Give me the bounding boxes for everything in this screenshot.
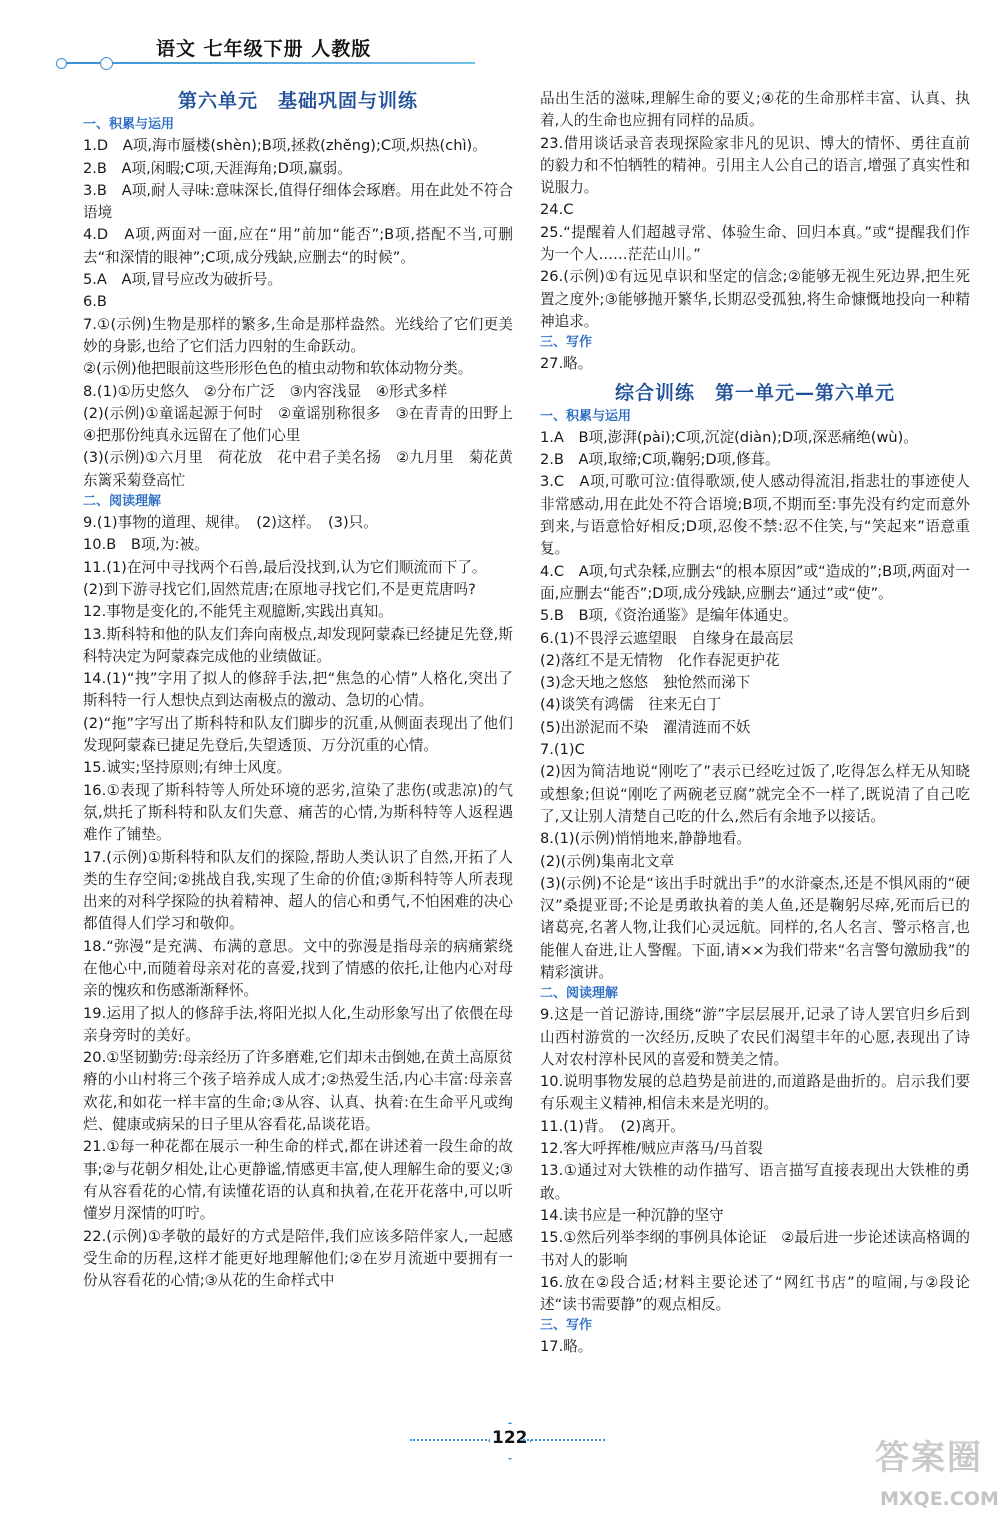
answer-item: 12.事物是变化的,不能凭主观臆断,实践出真知。 — [83, 603, 393, 621]
answer-item: 3.B A项,耐人寻味:意味深长,值得仔细体会琢磨。用在此处不符合语境 — [83, 181, 513, 222]
answer-item: 8.(1)(示例)悄悄地来,静静地看。 — [540, 830, 752, 848]
answer-item: 5.A A项,冒号应改为破折号。 — [83, 271, 283, 289]
page-number: 122 — [492, 1428, 528, 1448]
answer-item: 16.放在②段合适;材料主要论述了“网红书店”的喧闹,与②段论述“读书需要静”的观点相反。 — [540, 1273, 970, 1314]
right-column — [540, 88, 970, 1359]
answer-item: 9.(1)事物的道理、规律。 (2)这样。 (3)只。 — [83, 514, 378, 532]
book-title: 语文 七年级下册 人教版 — [156, 38, 372, 60]
answer-item: 14.读书应是一种沉静的坚守 — [540, 1206, 724, 1224]
answer-item: (3)(示例)不论是“该出手时就出手”的水浒豪杰,还是不惧风雨的“硬汉”桑提亚哥;不论是勇敢执着的美人鱼,还是鞠躬尽瘁,死而后已的诸葛亮,名著人物,让我们心灵远航。同样的,名人名言、警示格言,也能催人奋进,让人警醒。下面,请××为我们带来“名言警句激励我”的精彩演讲。 — [540, 874, 970, 981]
left-column — [83, 88, 528, 1292]
answer-item: 20.①坚韧勤劳:母亲经历了许多磨难,它们却未击倒她,在黄土高原贫瘠的小山村将三个孩子培养成人成才;②热爱生活,内心丰富:母亲喜欢花,和如花一样丰富的生命;③从容、认真、执着:在生命平凡或绚烂、健康或病呆的日子里从容看花,品谈花语。 — [83, 1049, 513, 1134]
answer-item: 7.①(示例)生物是那样的繁多,生命是那样盎然。光线给了它们更美妙的身影,也给了它们活力四射的生命跃动。 — [83, 315, 513, 355]
answer-item: (2)(示例)①童谣起源于何时 ②童谣别称很多 ③在青青的田野上 ④把那份纯真永远留在了他们心里 — [83, 404, 528, 445]
watermark-url: MXQE.COM — [880, 1488, 999, 1510]
answer-item: 11.(1)在河中寻找两个石兽,最后没找到,认为它们顺流而下了。 — [83, 558, 487, 576]
answer-item: 3.C A项,可歌可泣:值得歌颂,使人感动得流泪,指悲壮的事迹使人非常感动,用在此处不符合语境;B项,不期而至:事先没有约定而意外到来,与语意恰好相反;D项,忍俊不禁:忍不住笑,与“笑起来”语意重复。 — [540, 473, 970, 558]
answer-item: 23.借用谈话录音表现探险家非凡的见识、博大的情怀、勇往直前的毅力和不怕牺牲的精神。引用主人公自己的语言,增强了真实性和说服力。 — [540, 134, 970, 197]
answer-item: (3)(示例)①六月里 荷花放 花中君子美名扬 ②九月里 菊花黄 东篱采菊登高忙 — [83, 449, 528, 489]
answer-list-accumulation — [83, 135, 528, 492]
subheading-accumulation: 一、积累与运用 — [83, 117, 175, 133]
answer-item: 1.A B项,澎湃(pài);C项,沉淀(diàn);D项,深恶痛绝(wù)。 — [540, 428, 918, 446]
answer-item: 8.(1)①历史悠久 ②分布广泛 ③内容浅显 ④形式多样 — [83, 382, 448, 400]
answer-list-reading — [83, 512, 513, 1292]
answer-item: 1.D A项,海市蜃楼(shèn);B项,拯救(zhěng);C项,炽热(chì)。 — [83, 137, 487, 155]
watermark-logo: 答案圈 — [875, 1438, 983, 1478]
footer-dotted-rule — [410, 1439, 495, 1441]
answer-item: 6.B — [83, 293, 107, 311]
answer-item: 25.“提醒着人们超越寻常、体验生命、回归本真。”或“提醒我们作为一个人……茫茫山川。” — [540, 223, 970, 264]
answer-item: 24.C — [540, 201, 574, 219]
answer-item: 16.①表现了斯科特等人所处环境的恶劣,渲染了悲伤(或悲凉)的气氛,烘托了斯科特和队友们失意、痛苦的心情,为斯科特等人返程遇难作了铺垫。 — [83, 781, 513, 844]
answer-item: (5)出淤泥而不染 濯清涟而不妖 — [540, 718, 751, 736]
answer-item: 13.①通过对大铁椎的动作描写、语言描写直接表现出大铁椎的勇敢。 — [540, 1162, 970, 1202]
answer-item: 10.B B项,为:被。 — [83, 536, 209, 554]
subheading-reading: 二、阅读理解 — [540, 986, 619, 1002]
answer-item: 4.C A项,句式杂糅,应删去“的根本原因”或“造成的”;B项,两面对一面,应删去“能否”;D项,成分残缺,应删去“通过”或“使”。 — [540, 562, 970, 602]
answer-item: (2)到下游寻找它们,固然荒唐;在原地寻找它们,不是更荒唐吗? — [83, 580, 476, 598]
subheading-accumulation: 一、积累与运用 — [540, 408, 632, 424]
answer-item: 18.“弥漫”是充满、布满的意思。文中的弥漫是指母亲的病痛萦绕在他心中,而随着母亲对花的喜爱,找到了情感的依托,让他内心对母亲的愧疚和伤感渐渐释怀。 — [83, 937, 513, 1000]
answer-item: 19.运用了拟人的修辞手法,将阳光拟人化,生动形象写出了依偎在母亲身旁时的美好。 — [83, 1004, 513, 1044]
answer-item: (2)落红不是无情物 化作春泥更护花 — [540, 651, 780, 669]
footer-dotted-rule — [520, 1439, 605, 1441]
answer-item: 10.说明事物发展的总趋势是前进的,而道路是曲折的。启示我们要有乐观主义精神,相信未来是光明的。 — [540, 1073, 970, 1113]
subheading-writing: 三、写作 — [540, 1318, 593, 1334]
answer-item: (4)谈笑有鸿儒 往来无白丁 — [540, 696, 722, 714]
answer-item: 15.①然后列举李纲的事例具体论证 ②最后进一步论述读高格调的书对人的影响 — [540, 1229, 970, 1269]
answer-item: 13.斯科特和他的队友们奔向南极点,却发现阿蒙森已经捷足先登,斯科特决定为阿蒙森完成他的业绩做证。 — [83, 625, 513, 665]
answer-item: 2.B A项,闲暇;C项,天涯海角;D项,赢弱。 — [83, 159, 352, 177]
header-ornament-dot — [56, 58, 67, 69]
answer-item: (2)“拖”字写出了斯科特和队友们脚步的沉重,从侧面表现出了他们发现阿蒙森已捷足先登后,失望透顶、万分沉重的心情。 — [83, 714, 513, 755]
answer-item: 5.B B项,《资治通鉴》是编年体通史。 — [540, 607, 798, 625]
header-rule — [60, 62, 475, 64]
answer-item: ②(示例)他把眼前这些形形色色的植虫动物和软体动物分类。 — [83, 360, 473, 378]
answer-item: 12.客大呼挥椎/贼应声落马/马首裂 — [540, 1140, 763, 1158]
subheading-reading: 二、阅读理解 — [83, 494, 162, 510]
answer-item: 6.(1)不畏浮云遮望眼 自缘身在最高层 — [540, 629, 794, 647]
answer-item: 17.略。 — [540, 1338, 593, 1356]
section-title-unit6: 第六单元 基础巩固与训练 — [177, 90, 418, 112]
answer-list-reading — [540, 1004, 970, 1316]
answer-item: 17.(示例)①斯科特和队友们的探险,帮助人类认识了自然,开拓了人类的生存空间;②挑战自我,实现了生命的价值;③斯科特等人所表现出来的对科学探险的执着精神、超人的信心和勇气,不怕困难的决心都值得人们学习和敬仰。 — [83, 848, 513, 933]
answer-list-continued — [540, 88, 970, 333]
answer-item: 14.(1)“拽”字用了拟人的修辞手法,把“焦急的心情”人格化,突出了斯科特一行人想快点到达南极点的激动、急切的心情。 — [83, 670, 513, 710]
answer-list-accumulation — [540, 427, 970, 984]
answer-item: 4.D A项,两面对一面,应在“用”前加“能否”;B项,搭配不当,可删去“和深情的眼神”;C项,成分残缺,应删去“的时候”。 — [83, 226, 513, 266]
answer-item: 21.①每一种花都在展示一种生命的样式,都在讲述着一段生命的故事;②与花朝夕相处,让心更静谧,情感更丰富,使人理解生命的要义;③有从容看花的心情,有读懂花语的认真和执着,在花开花落中,可以听懂岁月深情的叮咛。 — [83, 1138, 513, 1223]
answer-item: 11.(1)背。 (2)离开。 — [540, 1117, 685, 1135]
answer-item: 15.诚实;坚持原则;有绅士风度。 — [83, 759, 292, 777]
page-header — [60, 32, 475, 72]
header-ornament-dot — [100, 57, 113, 70]
answer-item: 7.(1)C — [540, 741, 585, 759]
page-footer — [410, 1420, 605, 1460]
answer-item: (2)因为简洁地说“刚吃了”表示已经吃过饭了,吃得怎么样无从知晓或想象;但说“刚吃了两碗老豆腐”就完全不一样了,既说清了自己吃了,又让别人清楚自己吃的什么,然后有余地予以接话。 — [540, 763, 970, 825]
subheading-writing: 三、写作 — [540, 335, 593, 351]
answer-item: 2.B A项,取缔;C项,鞠躬;D项,修葺。 — [540, 451, 780, 469]
answer-item: 27.略。 — [540, 355, 593, 373]
section-title-comprehensive: 综合训练 第一单元—第六单元 — [614, 381, 895, 404]
answer-item: (3)念天地之悠悠 独怆然而涕下 — [540, 674, 751, 692]
answer-item: 9.这是一首记游诗,围绕“游”字层层展开,记录了诗人罢官归乡后到山西村游赏的一次经历,反映了农民们渴望丰年的心愿,表现出了诗人对农村淳朴民风的喜爱和赞美之情。 — [540, 1006, 970, 1068]
answer-item: 22.(示例)①孝敬的最好的方式是陪伴,我们应该多陪伴家人,一起感受生命的历程,这样才能更好地理解他们;②在岁月流逝中要拥有一份从容看花的心情;③从花的生命样式中 — [83, 1227, 513, 1290]
answer-item: 品出生活的滋味,理解生命的要义;④花的生命那样丰富、认真、执着,人的生命也应拥有同样的品质。 — [540, 90, 970, 130]
answer-item: 26.(示例)①有远见卓识和坚定的信念;②能够无视生死边界,把生死置之度外;③能够抛开繁华,长期忍受孤独,将生命慷慨地投向一种精神追求。 — [540, 268, 970, 330]
answer-item: (2)(示例)集南北文章 — [540, 852, 675, 870]
